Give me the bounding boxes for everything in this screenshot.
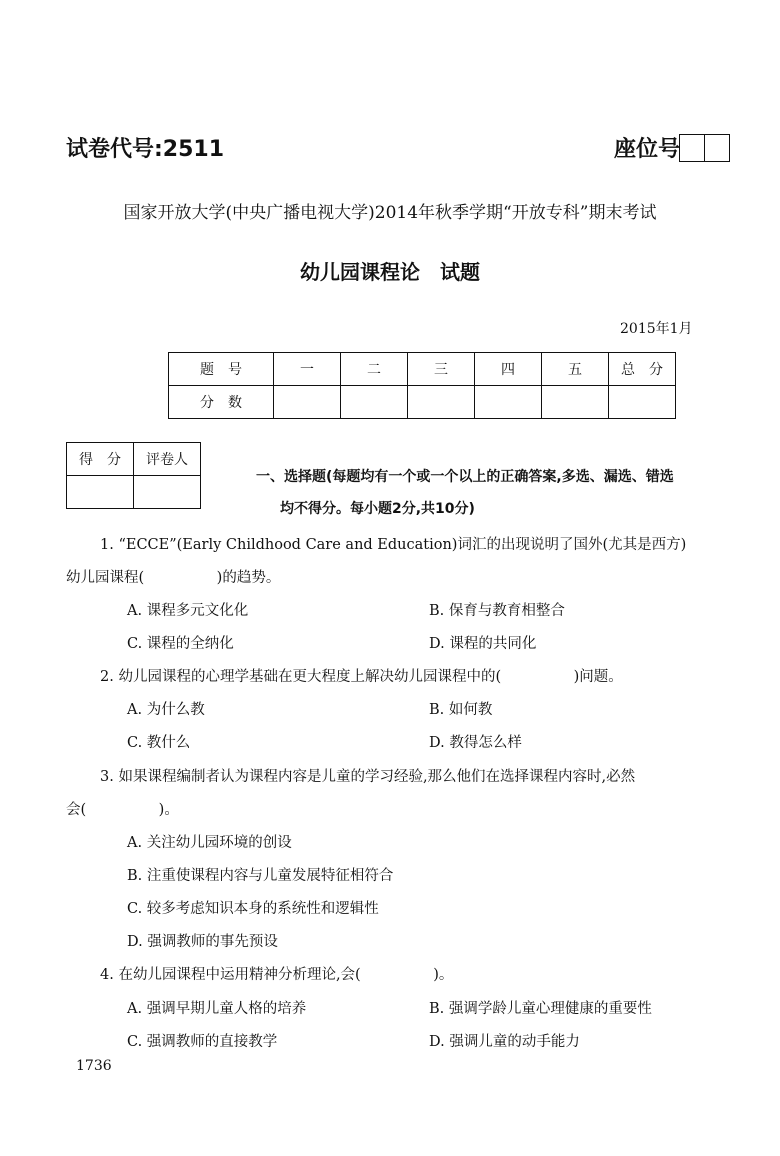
seat-label: 座位号 — [614, 137, 681, 162]
question-3-stem-cont: 会( )。 — [66, 802, 179, 818]
score-header-cell: 五 — [542, 353, 609, 386]
score-row-label: 分 数 — [169, 386, 274, 419]
score-cell — [609, 386, 676, 419]
question-3-stem: 3. 如果课程编制者认为课程内容是儿童的学习经验,那么他们在选择课程内容时,必然 — [100, 769, 636, 785]
page-number: 1736 — [76, 1058, 112, 1074]
question-3-option-c: C. 较多考虑知识本身的系统性和逻辑性 — [127, 901, 379, 917]
section-title-cont: 均不得分。每小题2分,共10分) — [280, 501, 475, 517]
score-table-header-row — [169, 353, 676, 386]
question-4-option-d: D. 强调儿童的动手能力 — [429, 1034, 580, 1050]
question-2-option-a: A. 为什么教 — [127, 702, 205, 718]
score-header-cell: 题 号 — [169, 353, 274, 386]
score-table — [168, 352, 676, 419]
section-title: 一、选择题(每题均有一个或一个以上的正确答案,多选、漏选、错选 — [256, 469, 674, 485]
score-table-score-row — [169, 386, 676, 419]
score-cell — [341, 386, 408, 419]
question-2-stem: 2. 幼儿园课程的心理学基础在更大程度上解决幼儿园课程中的( )问题。 — [100, 669, 623, 685]
score-cell — [475, 386, 542, 419]
grader-table — [66, 442, 201, 509]
question-4-stem: 4. 在幼儿园课程中运用精神分析理论,会( )。 — [100, 967, 454, 983]
paper-code: 试卷代号:2511 — [66, 137, 225, 162]
question-3-option-d: D. 强调教师的事先预设 — [127, 934, 278, 950]
seat-box-1 — [679, 134, 705, 162]
question-2-option-d: D. 教得怎么样 — [429, 735, 522, 751]
grader-header-cell: 得 分 — [67, 443, 134, 476]
exam-date: 2015年1月 — [620, 321, 693, 337]
question-4-option-c: C. 强调教师的直接教学 — [127, 1034, 278, 1050]
grader-cell — [134, 476, 201, 509]
question-1-option-b: B. 保育与教育相整合 — [429, 603, 565, 619]
question-3-option-b: B. 注重使课程内容与儿童发展特征相符合 — [127, 868, 394, 884]
course-title: 幼儿园课程论 试题 — [300, 260, 480, 284]
question-1-option-a: A. 课程多元文化化 — [127, 603, 249, 619]
grader-table-header-row — [67, 443, 201, 476]
score-cell — [542, 386, 609, 419]
question-4-option-a: A. 强调早期儿童人格的培养 — [127, 1001, 307, 1017]
seat-number — [614, 132, 730, 163]
grader-cell — [67, 476, 134, 509]
question-2-option-b: B. 如何教 — [429, 702, 493, 718]
question-1-option-c: C. 课程的全纳化 — [127, 636, 234, 652]
score-header-cell: 一 — [274, 353, 341, 386]
question-1-stem-cont: 幼儿园课程( )的趋势。 — [66, 570, 281, 586]
question-1-option-d: D. 课程的共同化 — [429, 636, 537, 652]
score-header-cell: 四 — [475, 353, 542, 386]
score-header-cell: 总 分 — [609, 353, 676, 386]
question-4-option-b: B. 强调学龄儿童心理健康的重要性 — [429, 1001, 652, 1017]
question-1-stem: 1. “ECCE”(Early Childhood Care and Education)词汇的出现说明了国外(尤其是西方) — [100, 537, 687, 553]
seat-box-2 — [704, 134, 730, 162]
grader-header-cell: 评卷人 — [134, 443, 201, 476]
score-cell — [274, 386, 341, 419]
grader-table-blank-row — [67, 476, 201, 509]
score-header-cell: 二 — [341, 353, 408, 386]
exam-title: 国家开放大学(中央广播电视大学)2014年秋季学期“开放专科”期末考试 — [123, 203, 657, 223]
question-2-option-c: C. 教什么 — [127, 735, 191, 751]
question-3-option-a: A. 关注幼儿园环境的创设 — [127, 835, 292, 851]
score-header-cell: 三 — [408, 353, 475, 386]
score-cell — [408, 386, 475, 419]
